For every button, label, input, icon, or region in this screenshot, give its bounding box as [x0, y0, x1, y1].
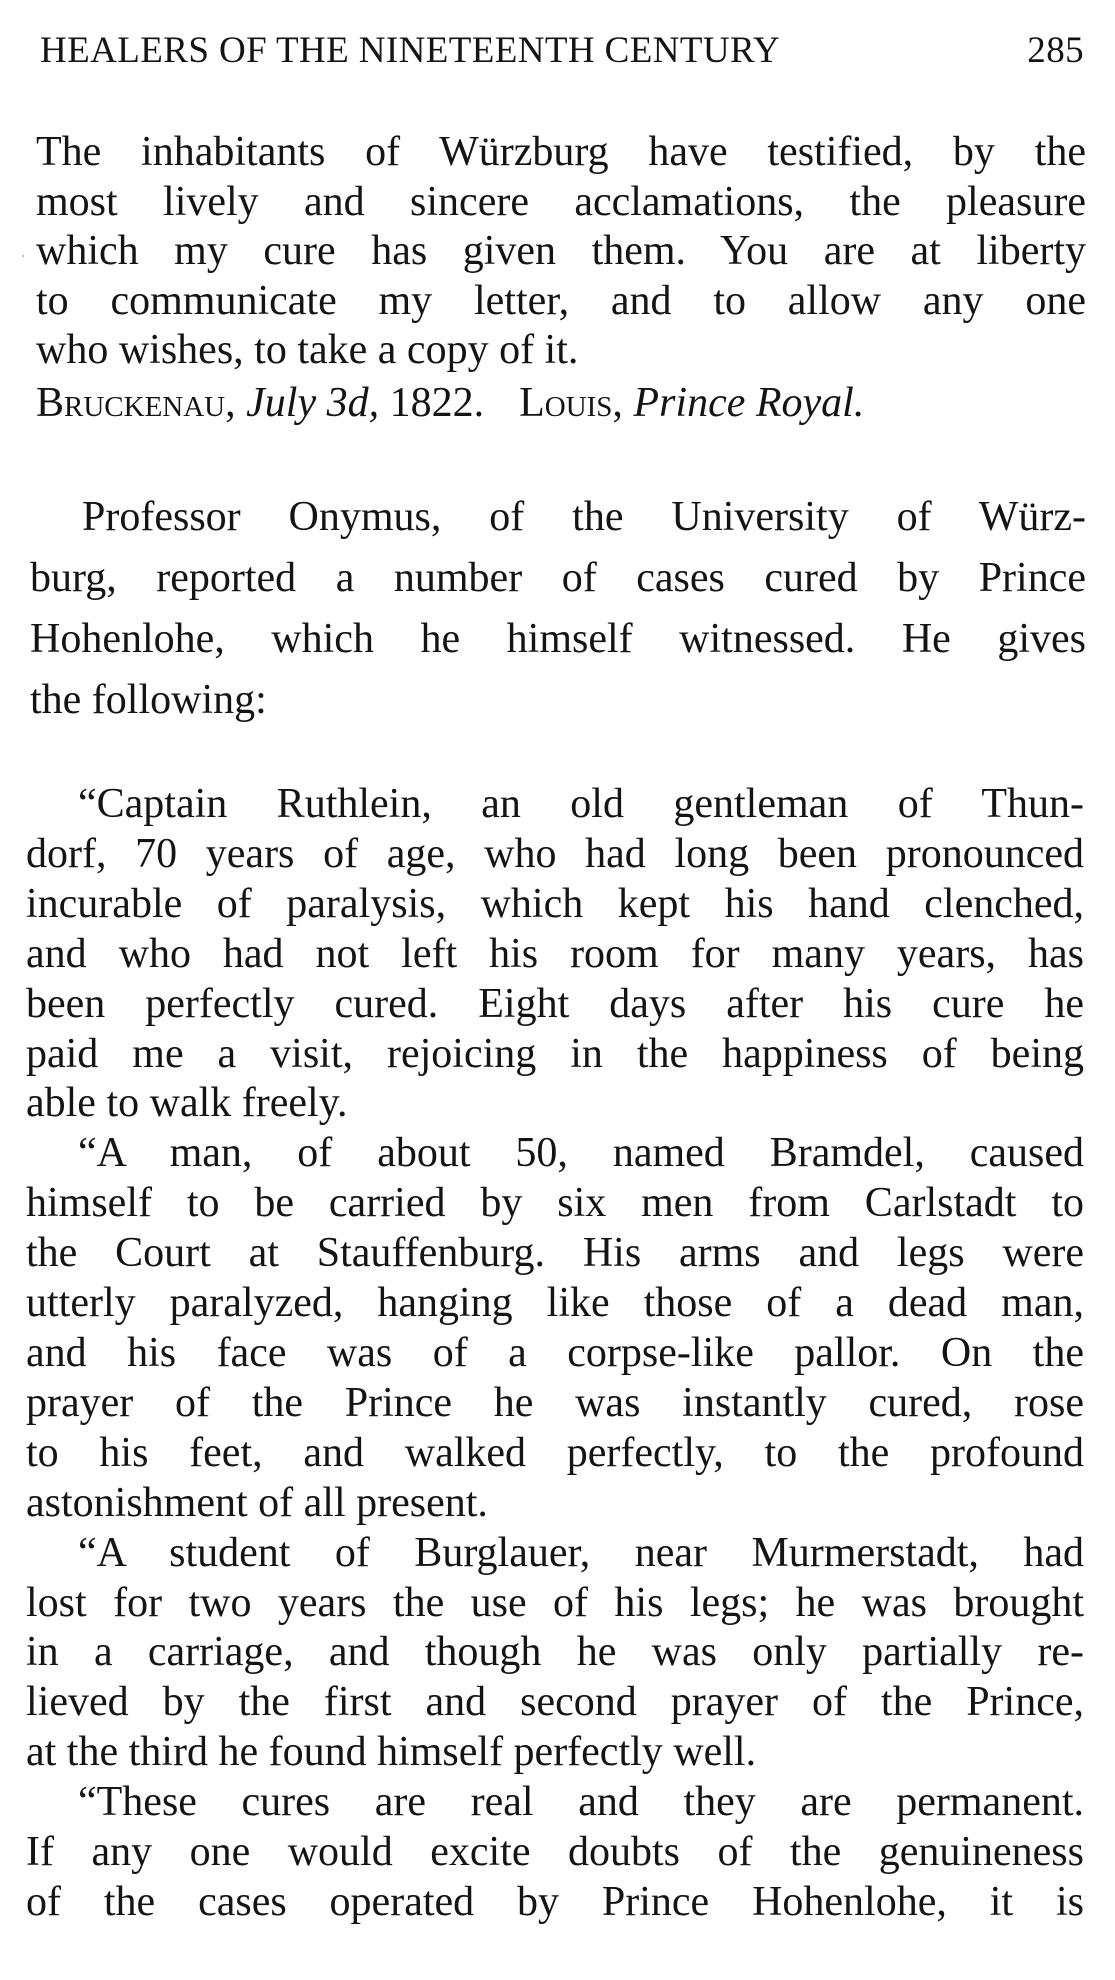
text-line: the Court at Stauffenburg. His arms and legs were [26, 1230, 1084, 1277]
quoted-testimony [26, 780, 1084, 1928]
text-line: been perfectly cured. Eight days after his cure he [26, 980, 1084, 1027]
running-head-title: HEALERS OF THE NINETEENTH CENTURY [40, 30, 781, 71]
text-line: most lively and sincere acclamations, the pleasure [36, 178, 1086, 225]
signature-title: Prince Royal. [633, 380, 865, 426]
book-page [22, 0, 1090, 1980]
text-line: dorf, 70 years of age, who had long been pronounced [26, 830, 1084, 877]
text-line: paid me a visit, rejoicing in the happiness of being [26, 1030, 1084, 1077]
text-line: lost for two years the use of his legs; he was brought [26, 1579, 1084, 1626]
text-line: and his face was of a corpse-like pallor. On the [26, 1329, 1084, 1376]
signature-place: Bruckenau, [36, 380, 236, 426]
text-line: astonishment of all present. [26, 1479, 488, 1526]
text-line: to communicate my letter, and to allow any one [36, 277, 1086, 324]
signature-year: 1822. [389, 380, 485, 426]
text-line: able to walk freely. [26, 1080, 348, 1127]
text-line: to his feet, and walked perfectly, to the profound [26, 1429, 1084, 1476]
text-line: “Captain Ruthlein, an old gentleman of Thun- [78, 781, 1084, 827]
running-head [40, 28, 1090, 74]
text-line: Hohenlohe, which he himself witnessed. He gives [30, 616, 1086, 662]
text-line: at the third he found himself perfectly well. [26, 1729, 757, 1776]
letter-paragraph [36, 128, 1086, 376]
letter-signature [36, 378, 864, 428]
text-line: lieved by the first and second prayer of the Prince, [26, 1679, 1084, 1726]
text-line: utterly paralyzed, hanging like those of a dead man, [26, 1280, 1084, 1327]
text-line: himself to be carried by six men from Carlstadt to [26, 1180, 1084, 1227]
text-line: of the cases operated by Prince Hohenlohe, it is [26, 1878, 1084, 1925]
page-number: 285 [1027, 30, 1084, 71]
text-line: incurable of paralysis, which kept his hand clenched, [26, 880, 1084, 927]
text-line: “These cures are real and they are permanent. [78, 1779, 1084, 1826]
text-line: burg, reported a number of cases cured by Prince [30, 555, 1086, 601]
signature-date: July 3d, [246, 380, 380, 426]
text-line: who wishes, to take a copy of it. [36, 327, 579, 374]
text-line: and who had not left his room for many years, has [26, 930, 1084, 977]
onymus-paragraph [30, 487, 1086, 731]
text-line: If any one would excite doubts of the genuineness [26, 1829, 1084, 1876]
signature-name: Louis, [519, 380, 623, 426]
text-line: which my cure has given them. You are at liberty [36, 228, 1086, 275]
text-line: “A student of Burglauer, near Murmerstadt, had [78, 1529, 1084, 1576]
text-line: in a carriage, and though he was only partially re- [26, 1629, 1084, 1676]
scan-speck [22, 255, 24, 257]
text-line: The inhabitants of Würzburg have testified, by the [36, 129, 1086, 175]
text-line: prayer of the Prince he was instantly cured, rose [26, 1379, 1084, 1426]
text-line: “A man, of about 50, named Bramdel, caused [78, 1130, 1084, 1177]
text-line: Professor Onymus, of the University of Würz- [82, 494, 1086, 540]
text-line: the following: [30, 677, 267, 723]
